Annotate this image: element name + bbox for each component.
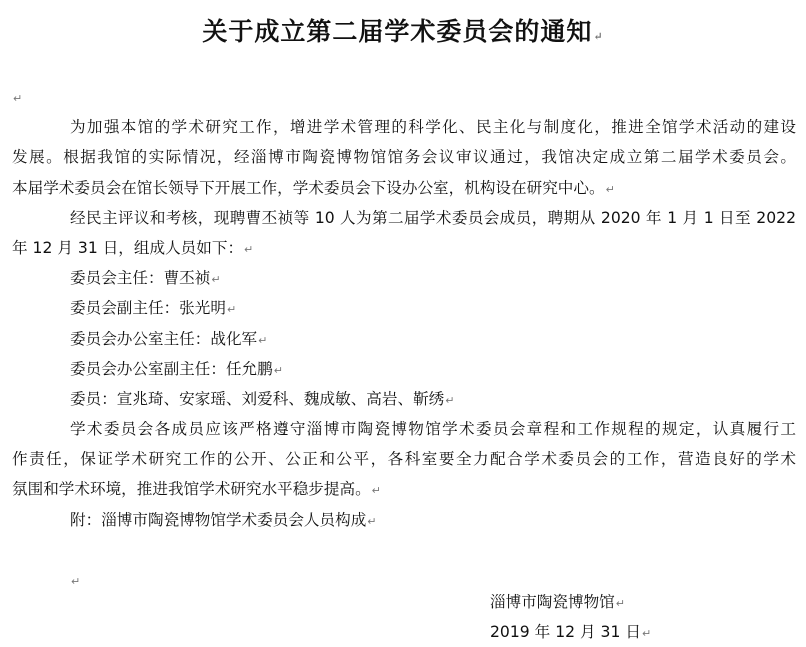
member-chair: 委员会主任：曹丕祯 bbox=[70, 269, 211, 288]
member-line bbox=[12, 324, 796, 354]
empty-line bbox=[12, 82, 796, 112]
attachment-text: 附：淄博市陶瓷博物馆学术委员会人员构成 bbox=[70, 510, 367, 529]
signature-org: 淄博市陶瓷博物馆 bbox=[490, 593, 615, 611]
member-office-director: 委员会办公室主任：战化军 bbox=[70, 329, 258, 348]
paragraph-2-line-2-text: 年 12 月 31 日，组成人员如下： bbox=[12, 238, 244, 257]
signature-org-line bbox=[490, 590, 625, 612]
member-committee-members: 委员：宣兆琦、安家瑶、刘爱科、魏成敏、高岩、靳绣 bbox=[70, 389, 445, 408]
member-vice-chair: 委员会副主任：张光明 bbox=[70, 299, 226, 318]
paragraph-mark-icon: ↵ bbox=[244, 242, 254, 256]
paragraph-1-line-1: 为加强本馆的学术研究工作，增进学术管理的科学化、民主化与制度化，推进全馆学术活动的建设 bbox=[70, 118, 796, 137]
paragraph-3-line-2: 作责任，保证学术研究工作的公开、公正和公平，各科室要全力配合学术委员会的工作，营造良好的学术 bbox=[12, 450, 796, 469]
document-body bbox=[12, 82, 796, 595]
paragraph-2-line-2 bbox=[12, 233, 796, 263]
paragraph-mark-icon: ↵ bbox=[605, 182, 615, 196]
paragraph-mark-icon: ↵ bbox=[71, 575, 81, 588]
paragraph-mark-icon: ↵ bbox=[226, 303, 237, 317]
paragraph-1-line-2: 发展。根据我馆的实际情况，经淄博市陶瓷博物馆馆务会议审议通过，我馆决定成立第二届学术委员会。 bbox=[12, 148, 796, 167]
paragraph-mark-icon: ↵ bbox=[445, 393, 455, 407]
paragraph-mark-icon: ↵ bbox=[371, 484, 381, 498]
member-line bbox=[12, 263, 796, 293]
paragraph-mark-icon: ↵ bbox=[615, 597, 625, 610]
empty-line bbox=[12, 565, 796, 595]
signature-date-line bbox=[490, 620, 651, 642]
paragraph-mark-icon: ↵ bbox=[13, 92, 23, 105]
paragraph-2-line-1: 经民主评议和考核，现聘曹丕祯等 10 人为第二届学术委员会成员，聘期从 2020 年 1 月 1 日至 2022 bbox=[70, 208, 796, 227]
paragraph-3-line-3 bbox=[12, 474, 796, 504]
paragraph-mark-icon: ↵ bbox=[367, 514, 377, 528]
member-line bbox=[12, 293, 796, 323]
paragraph-mark-icon: ↵ bbox=[211, 273, 221, 287]
paragraph-mark-icon: ↵ bbox=[641, 627, 652, 640]
member-office-deputy: 委员会办公室副主任：任允鹏 bbox=[70, 359, 273, 378]
paragraph-mark-icon: ↵ bbox=[258, 333, 268, 347]
paragraph-mark-icon: ↵ bbox=[273, 363, 283, 377]
empty-line bbox=[12, 535, 796, 565]
signature-date: 2019 年 12 月 31 日 bbox=[490, 623, 641, 641]
document-title bbox=[0, 12, 806, 48]
document-title-text: 关于成立第二届学术委员会的通知 bbox=[202, 17, 593, 46]
member-line bbox=[12, 354, 796, 384]
paragraph-1-line-3-text: 本届学术委员会在馆长领导下开展工作，学术委员会下设办公室，机构设在研究中心。 bbox=[12, 178, 605, 197]
paragraph-3-line-3-text: 氛围和学术环境，推进我馆学术研究水平稳步提高。 bbox=[12, 480, 371, 499]
attachment-line bbox=[12, 505, 796, 535]
member-line bbox=[12, 384, 796, 414]
paragraph-1-line-3 bbox=[12, 173, 796, 203]
paragraph-3-line-1: 学术委员会各成员应该严格遵守淄博市陶瓷博物馆学术委员会章程和工作规程的规定，认真履行工 bbox=[70, 420, 796, 439]
paragraph-mark-icon: ↵ bbox=[593, 30, 604, 43]
